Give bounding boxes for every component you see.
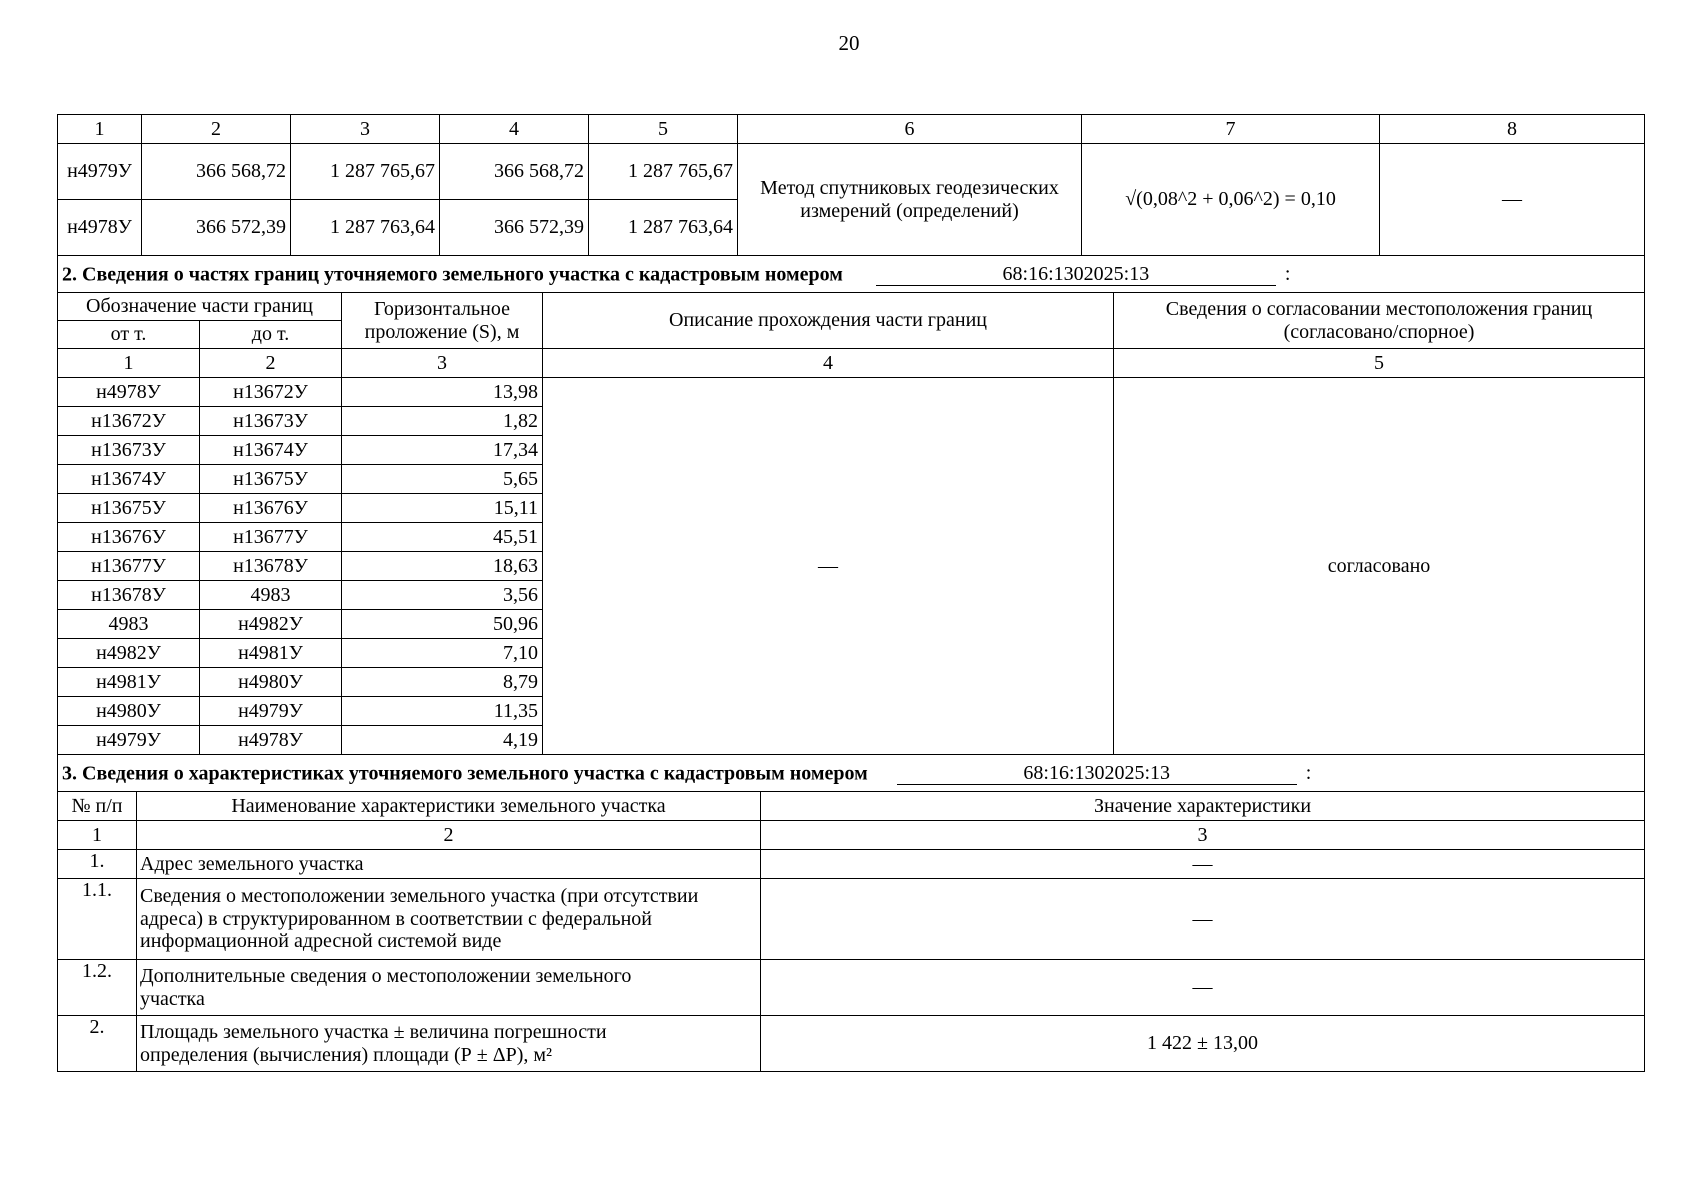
to-point: н13676У — [200, 494, 342, 523]
from-point: н13676У — [58, 523, 200, 552]
table-row — [58, 144, 1645, 200]
section2-heading-row — [58, 256, 1645, 293]
to-point: н4981У — [200, 639, 342, 668]
to-point: н13678У — [200, 552, 342, 581]
characteristic-name: Площадь земельного участка ± величина погрешности определения (вычисления) площади (Р ± ΔР), м² — [137, 1016, 761, 1072]
column-number-row — [58, 821, 1645, 850]
table-row — [58, 879, 1645, 960]
horizontal-distance: 50,96 — [342, 610, 543, 639]
characteristic-value: — — [761, 879, 1645, 960]
characteristic-value: — — [761, 850, 1645, 879]
to-point: н13677У — [200, 523, 342, 552]
to-point: 4983 — [200, 581, 342, 610]
section3-heading — [58, 755, 1645, 792]
from-point: н13672У — [58, 407, 200, 436]
characteristic-name: Дополнительные сведения о местоположении земельного участка — [137, 960, 761, 1016]
from-point: н4981У — [58, 668, 200, 697]
row-number: 1. — [58, 850, 137, 879]
to-point: н13674У — [200, 436, 342, 465]
coordinate-y-refined: 1 287 765,67 — [589, 144, 738, 200]
designation-header: Обозначение части границ — [58, 293, 342, 321]
horizontal-distance: 4,19 — [342, 726, 543, 755]
coordinate-y-refined: 1 287 763,64 — [589, 200, 738, 256]
table-row — [58, 850, 1645, 879]
from-point: н4982У — [58, 639, 200, 668]
accuracy-formula: √(0,08^2 + 0,06^2) = 0,10 — [1082, 144, 1380, 256]
point-name: н4979У — [58, 144, 142, 200]
coordinates-table — [57, 114, 1645, 256]
col-number: 1 — [58, 115, 142, 144]
col-number: 2 — [137, 821, 761, 850]
document-body — [57, 114, 1644, 1072]
characteristic-value: — — [761, 960, 1645, 1016]
from-point-header: от т. — [58, 321, 200, 349]
horizontal-distance: 45,51 — [342, 523, 543, 552]
boundary-parts-table — [57, 256, 1645, 755]
col-number: 4 — [543, 349, 1114, 378]
horizontal-distance: 1,82 — [342, 407, 543, 436]
to-point: н13675У — [200, 465, 342, 494]
section2-title: 2. Сведения о частях границ уточняемого земельного участка с кадастровым номером — [62, 263, 843, 286]
from-point: н4978У — [58, 378, 200, 407]
to-point: н4978У — [200, 726, 342, 755]
row-number: 2. — [58, 1016, 137, 1072]
col-number: 3 — [291, 115, 440, 144]
from-point: н13677У — [58, 552, 200, 581]
col-number: 6 — [738, 115, 1082, 144]
col-number: 1 — [58, 349, 200, 378]
section3-title: 3. Сведения о характеристиках уточняемого земельного участка с кадастровым номером — [62, 762, 868, 785]
characteristic-name: Сведения о местоположении земельного участка (при отсутствии адреса) в структурированном в соответствии с федеральной информационной адресной системой виде — [137, 879, 761, 960]
number-header: № п/п — [58, 792, 137, 821]
characteristic-value: 1 422 ± 13,00 — [761, 1016, 1645, 1072]
table-row — [58, 378, 1645, 407]
column-number-row — [58, 349, 1645, 378]
table-row — [58, 1016, 1645, 1072]
to-point: н13672У — [200, 378, 342, 407]
col-number: 3 — [342, 349, 543, 378]
from-point: н13674У — [58, 465, 200, 494]
page-number: 20 — [838, 31, 860, 55]
section2-cadastral-number: 68:16:1302025:13 — [876, 263, 1276, 286]
section2-heading — [58, 256, 1645, 293]
column-number-row — [58, 115, 1645, 144]
description-header: Описание прохождения части границ — [543, 293, 1114, 349]
from-point: н13678У — [58, 581, 200, 610]
horizontal-distance: 8,79 — [342, 668, 543, 697]
col-number: 2 — [200, 349, 342, 378]
to-point: н13673У — [200, 407, 342, 436]
from-point: н13673У — [58, 436, 200, 465]
coordinate-x-existing: 366 572,39 — [142, 200, 291, 256]
section3-colon: : — [1305, 762, 1312, 785]
section2-colon: : — [1284, 263, 1291, 286]
col-number: 5 — [1114, 349, 1645, 378]
col8-value: — — [1380, 144, 1645, 256]
to-point: н4979У — [200, 697, 342, 726]
section3-heading-row — [58, 755, 1645, 792]
characteristic-name: Адрес земельного участка — [137, 850, 761, 879]
coordinate-y-existing: 1 287 763,64 — [291, 200, 440, 256]
coordinate-x-refined: 366 572,39 — [440, 200, 589, 256]
from-point: н4979У — [58, 726, 200, 755]
horizontal-distance: 11,35 — [342, 697, 543, 726]
coordinate-x-existing: 366 568,72 — [142, 144, 291, 200]
header-row — [58, 792, 1645, 821]
horizontal-distance: 15,11 — [342, 494, 543, 523]
point-name: н4978У — [58, 200, 142, 256]
header-row — [58, 293, 1645, 321]
to-point: н4982У — [200, 610, 342, 639]
horizontal-distance: 17,34 — [342, 436, 543, 465]
horizontal-distance: 7,10 — [342, 639, 543, 668]
col-number: 1 — [58, 821, 137, 850]
agreement-value: согласовано — [1114, 378, 1645, 755]
col-number: 8 — [1380, 115, 1645, 144]
characteristics-table — [57, 755, 1645, 1072]
measurement-method: Метод спутниковых геодезических измерений (определений) — [738, 144, 1082, 256]
col-number: 5 — [589, 115, 738, 144]
col-number: 7 — [1082, 115, 1380, 144]
agreement-header: Сведения о согласовании местоположения границ (согласовано/спорное) — [1114, 293, 1645, 349]
horizontal-distance: 5,65 — [342, 465, 543, 494]
description-value: — — [543, 378, 1114, 755]
horizontal-distance: 13,98 — [342, 378, 543, 407]
row-number: 1.2. — [58, 960, 137, 1016]
row-number: 1.1. — [58, 879, 137, 960]
from-point: 4983 — [58, 610, 200, 639]
horizontal-distance-header: Горизонтальное проложение (S), м — [342, 293, 543, 349]
characteristic-value-header: Значение характеристики — [761, 792, 1645, 821]
coordinate-y-existing: 1 287 765,67 — [291, 144, 440, 200]
from-point: н4980У — [58, 697, 200, 726]
coordinate-x-refined: 366 568,72 — [440, 144, 589, 200]
to-point: н4980У — [200, 668, 342, 697]
from-point: н13675У — [58, 494, 200, 523]
horizontal-distance: 3,56 — [342, 581, 543, 610]
col-number: 3 — [761, 821, 1645, 850]
characteristic-name-header: Наименование характеристики земельного участка — [137, 792, 761, 821]
table-row — [58, 960, 1645, 1016]
section3-cadastral-number: 68:16:1302025:13 — [897, 762, 1297, 785]
horizontal-distance: 18,63 — [342, 552, 543, 581]
col-number: 2 — [142, 115, 291, 144]
col-number: 4 — [440, 115, 589, 144]
to-point-header: до т. — [200, 321, 342, 349]
